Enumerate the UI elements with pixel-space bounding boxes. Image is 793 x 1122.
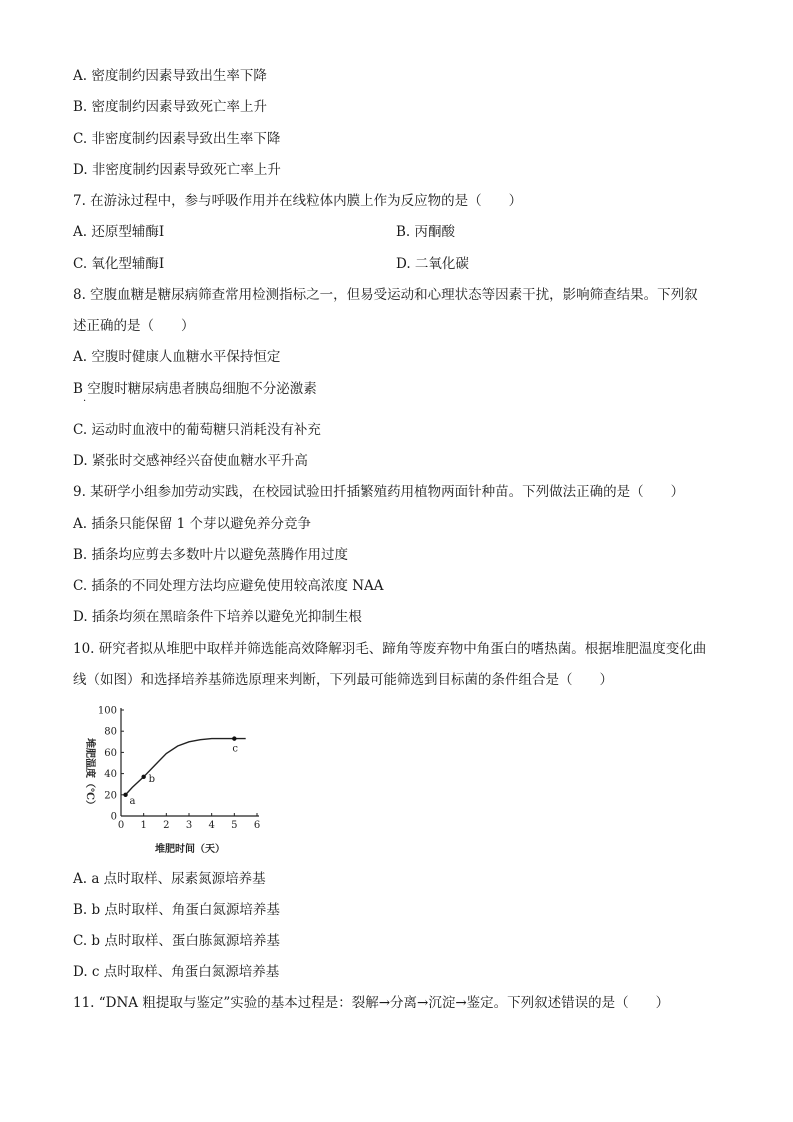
x-tick-label: 6 <box>253 820 261 831</box>
q8-stem-line1: 8. 空腹血糖是糖尿病筛查常用检测指标之一，但易受运动和心理状态等因素干扰，影响筛查结果。下列叙 <box>73 287 698 303</box>
chart-points <box>123 736 238 806</box>
q8-option-a: A. 空腹时健康人血糖水平保持恒定 <box>73 349 281 365</box>
q7-option-a: A. 还原型辅酶Ⅰ <box>73 224 165 240</box>
q7-option-b: B. 丙酮酸 <box>396 224 456 240</box>
series-line <box>126 739 246 795</box>
compost-temperature-chart <box>72 700 272 860</box>
q6-option-c: C. 非密度制约因素导致出生率下降 <box>73 131 281 147</box>
x-tick-label: 5 <box>231 820 238 831</box>
y-tick-label: 100 <box>97 705 117 717</box>
q10-stem-line1: 10. 研究者拟从堆肥中取样并筛选能高效降解羽毛、蹄角等废弃物中角蛋白的嗜热菌。根据堆肥温度变化曲 <box>73 641 707 657</box>
q9-stem: 9. 某研学小组参加劳动实践，在校园试验田扦插繁殖药用植物两面针种苗。下列做法正确的是（ ） <box>73 484 685 500</box>
x-tick-label: 1 <box>140 820 147 831</box>
q7-option-d: D. 二氧化碳 <box>396 256 469 272</box>
data-point-c <box>232 736 236 740</box>
x-axis-label: 堆肥时间（天） <box>155 844 225 855</box>
x-tick-label: 0 <box>117 820 125 831</box>
y-tick-label: 0 <box>110 811 117 823</box>
q11-stem: 11. “DNA 粗提取与鉴定”实验的基本过程是：裂解→分离→沉淀→鉴定。下列叙述错误的是（ ） <box>73 995 670 1011</box>
q10-option-c: C. b 点时取样、蛋白胨氮源培养基 <box>73 933 280 949</box>
data-point-b <box>141 775 145 779</box>
chart-axes <box>121 708 259 816</box>
point-label-b: b <box>148 773 156 785</box>
y-axis-label: 堆肥温度（℃） <box>84 738 95 810</box>
q6-option-d: D. 非密度制约因素导致死亡率上升 <box>73 162 281 178</box>
point-label-a: a <box>129 795 136 807</box>
point-label-c: c <box>232 743 238 755</box>
x-tick-label: 3 <box>185 820 193 831</box>
y-tick-label: 20 <box>104 790 117 802</box>
q8-option-d: D. 紧张时交感神经兴奋使血糖水平升高 <box>73 453 308 469</box>
q7-option-c: C. 氧化型辅酶Ⅰ <box>73 256 165 272</box>
q8-option-c: C. 运动时血液中的葡萄糖只消耗没有补充 <box>73 422 321 438</box>
q6-option-a: A. 密度制约因素导致出生率下降 <box>73 68 267 84</box>
q10-option-b: B. b 点时取样、角蛋白氮源培养基 <box>73 902 280 918</box>
x-tick-label: 2 <box>163 820 170 831</box>
q10-stem-line2: 线（如图）和选择培养基筛选原理来判断，下列最可能筛选到目标菌的条件组合是（ ） <box>73 672 613 688</box>
q6-option-b: B. 密度制约因素导致死亡率上升 <box>73 99 268 115</box>
q8-stem-line2: 述正确的是（ ） <box>73 318 195 334</box>
q8-option-b: B 空腹时糖尿病患者胰岛细胞不分泌激素 <box>73 381 317 397</box>
q9-option-d: D. 插条均须在黑暗条件下培养以避免光抑制生根 <box>73 609 362 625</box>
q10-option-d: D. c 点时取样、角蛋白氮源培养基 <box>73 964 280 980</box>
y-tick-label: 60 <box>104 747 117 759</box>
stray-dot: · <box>83 396 87 407</box>
data-point-a <box>123 793 127 797</box>
chart-ticks <box>98 706 260 832</box>
y-tick-label: 80 <box>104 726 117 738</box>
q9-option-a: A. 插条只能保留 1 个芽以避免养分竞争 <box>73 516 312 532</box>
q9-option-c: C. 插条的不同处理方法均应避免使用较高浓度 NAA <box>73 578 384 594</box>
q7-stem: 7. 在游泳过程中，参与呼吸作用并在线粒体内膜上作为反应物的是（ ） <box>73 193 523 209</box>
x-tick-label: 4 <box>208 820 215 831</box>
y-tick-label: 40 <box>104 769 117 781</box>
q10-option-a: A. a 点时取样、尿素氮源培养基 <box>73 871 266 887</box>
q9-option-b: B. 插条均应剪去多数叶片以避免蒸腾作用过度 <box>73 547 349 563</box>
